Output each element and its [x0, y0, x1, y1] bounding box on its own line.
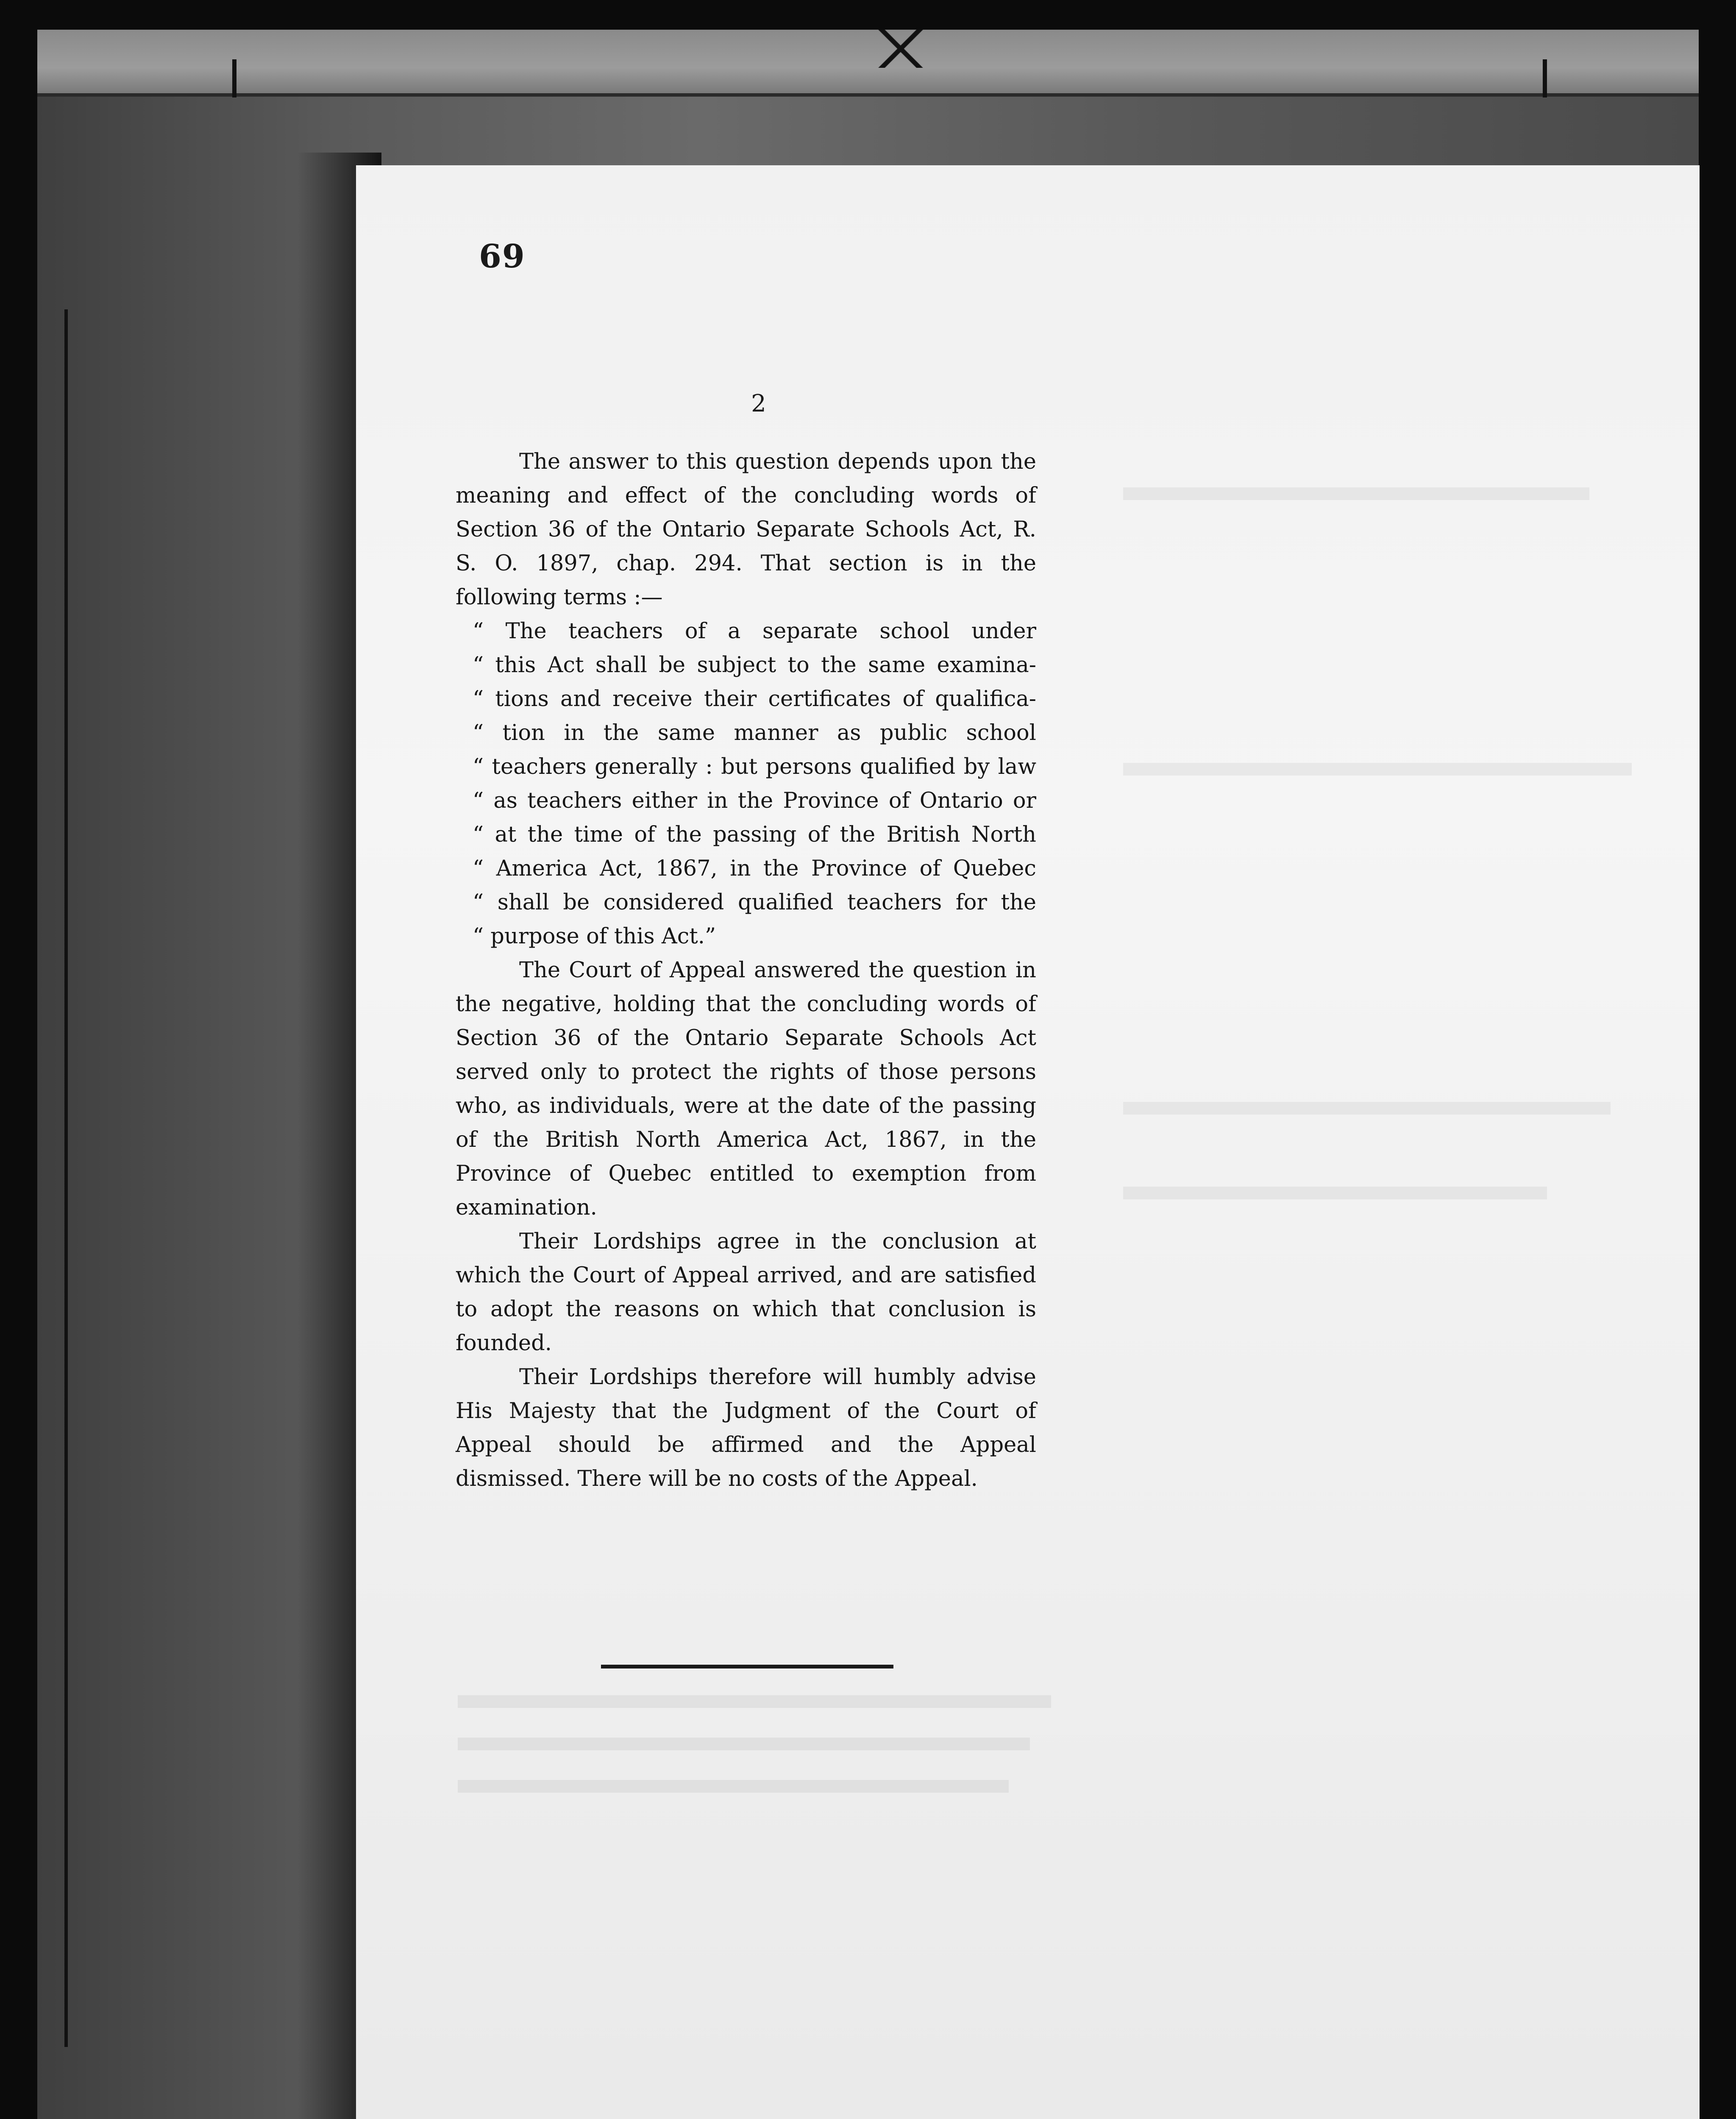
show-through	[458, 1738, 1030, 1750]
registration-tick-right	[1543, 59, 1547, 97]
quote-line: “ purpose of this Act.”	[473, 924, 716, 949]
quote-line: “ shall be considered qualified teachers for the	[473, 890, 1036, 915]
quote-line: “ tions and receive their certificates of qualifica-	[473, 687, 1036, 712]
page-number: 2	[751, 390, 766, 417]
paragraph: The answer to this question depends upon the meaning and effect of the concluding words of Section 36 of the Ontario Separate Schools Act, R. S. O. 1897, chap. 294. That section is in the following terms :—	[456, 449, 1036, 610]
quote-line: “ at the time of the passing of the British North	[473, 822, 1036, 847]
show-through	[458, 1780, 1009, 1793]
quote-line: “ America Act, 1867, in the Province of Quebec	[473, 856, 1036, 881]
backing-top-strip	[37, 30, 1699, 97]
paragraph: The Court of Appeal answered the question in the negative, holding that the concluding words of Section 36 of the Ontario Separate Schools Act served only to protect the rights of those persons who, as individuals, were at the date of the passing of the British North America Act, 1867, in the Province of Quebec entitled to exemption from examination.	[456, 958, 1036, 1220]
quote-line: “ teachers generally : but persons qualified by law	[473, 754, 1036, 779]
margin-rule	[64, 309, 68, 2047]
show-through	[1123, 487, 1589, 500]
body-text	[456, 445, 1036, 1496]
show-through	[458, 1695, 1051, 1708]
paragraph: Their Lordships agree in the conclusion at which the Court of Appeal arrived, and are satisfied to adopt the reasons on which that conclusion is founded.	[456, 1229, 1036, 1356]
quote-line: “ this Act shall be subject to the same examina-	[473, 653, 1036, 678]
quote-line: “ The teachers of a separate school under	[473, 619, 1036, 644]
quote-line: “ as teachers either in the Province of Ontario or	[473, 788, 1036, 813]
show-through	[1123, 763, 1632, 776]
closing-rule	[601, 1665, 893, 1669]
folio-number: 69	[479, 237, 526, 275]
show-through	[1123, 1187, 1547, 1199]
paragraph: Their Lordships therefore will humbly advise His Majesty that the Judgment of the Court of Appeal should be affirmed and the Appeal dismissed. There will be no costs of the Appeal.	[456, 1365, 1036, 1491]
registration-tick-left	[232, 59, 236, 97]
quote-line: “ tion in the same manner as public school	[473, 720, 1036, 745]
statute-quote	[456, 615, 1036, 954]
show-through	[1123, 1102, 1611, 1115]
registration-notch	[873, 30, 928, 68]
